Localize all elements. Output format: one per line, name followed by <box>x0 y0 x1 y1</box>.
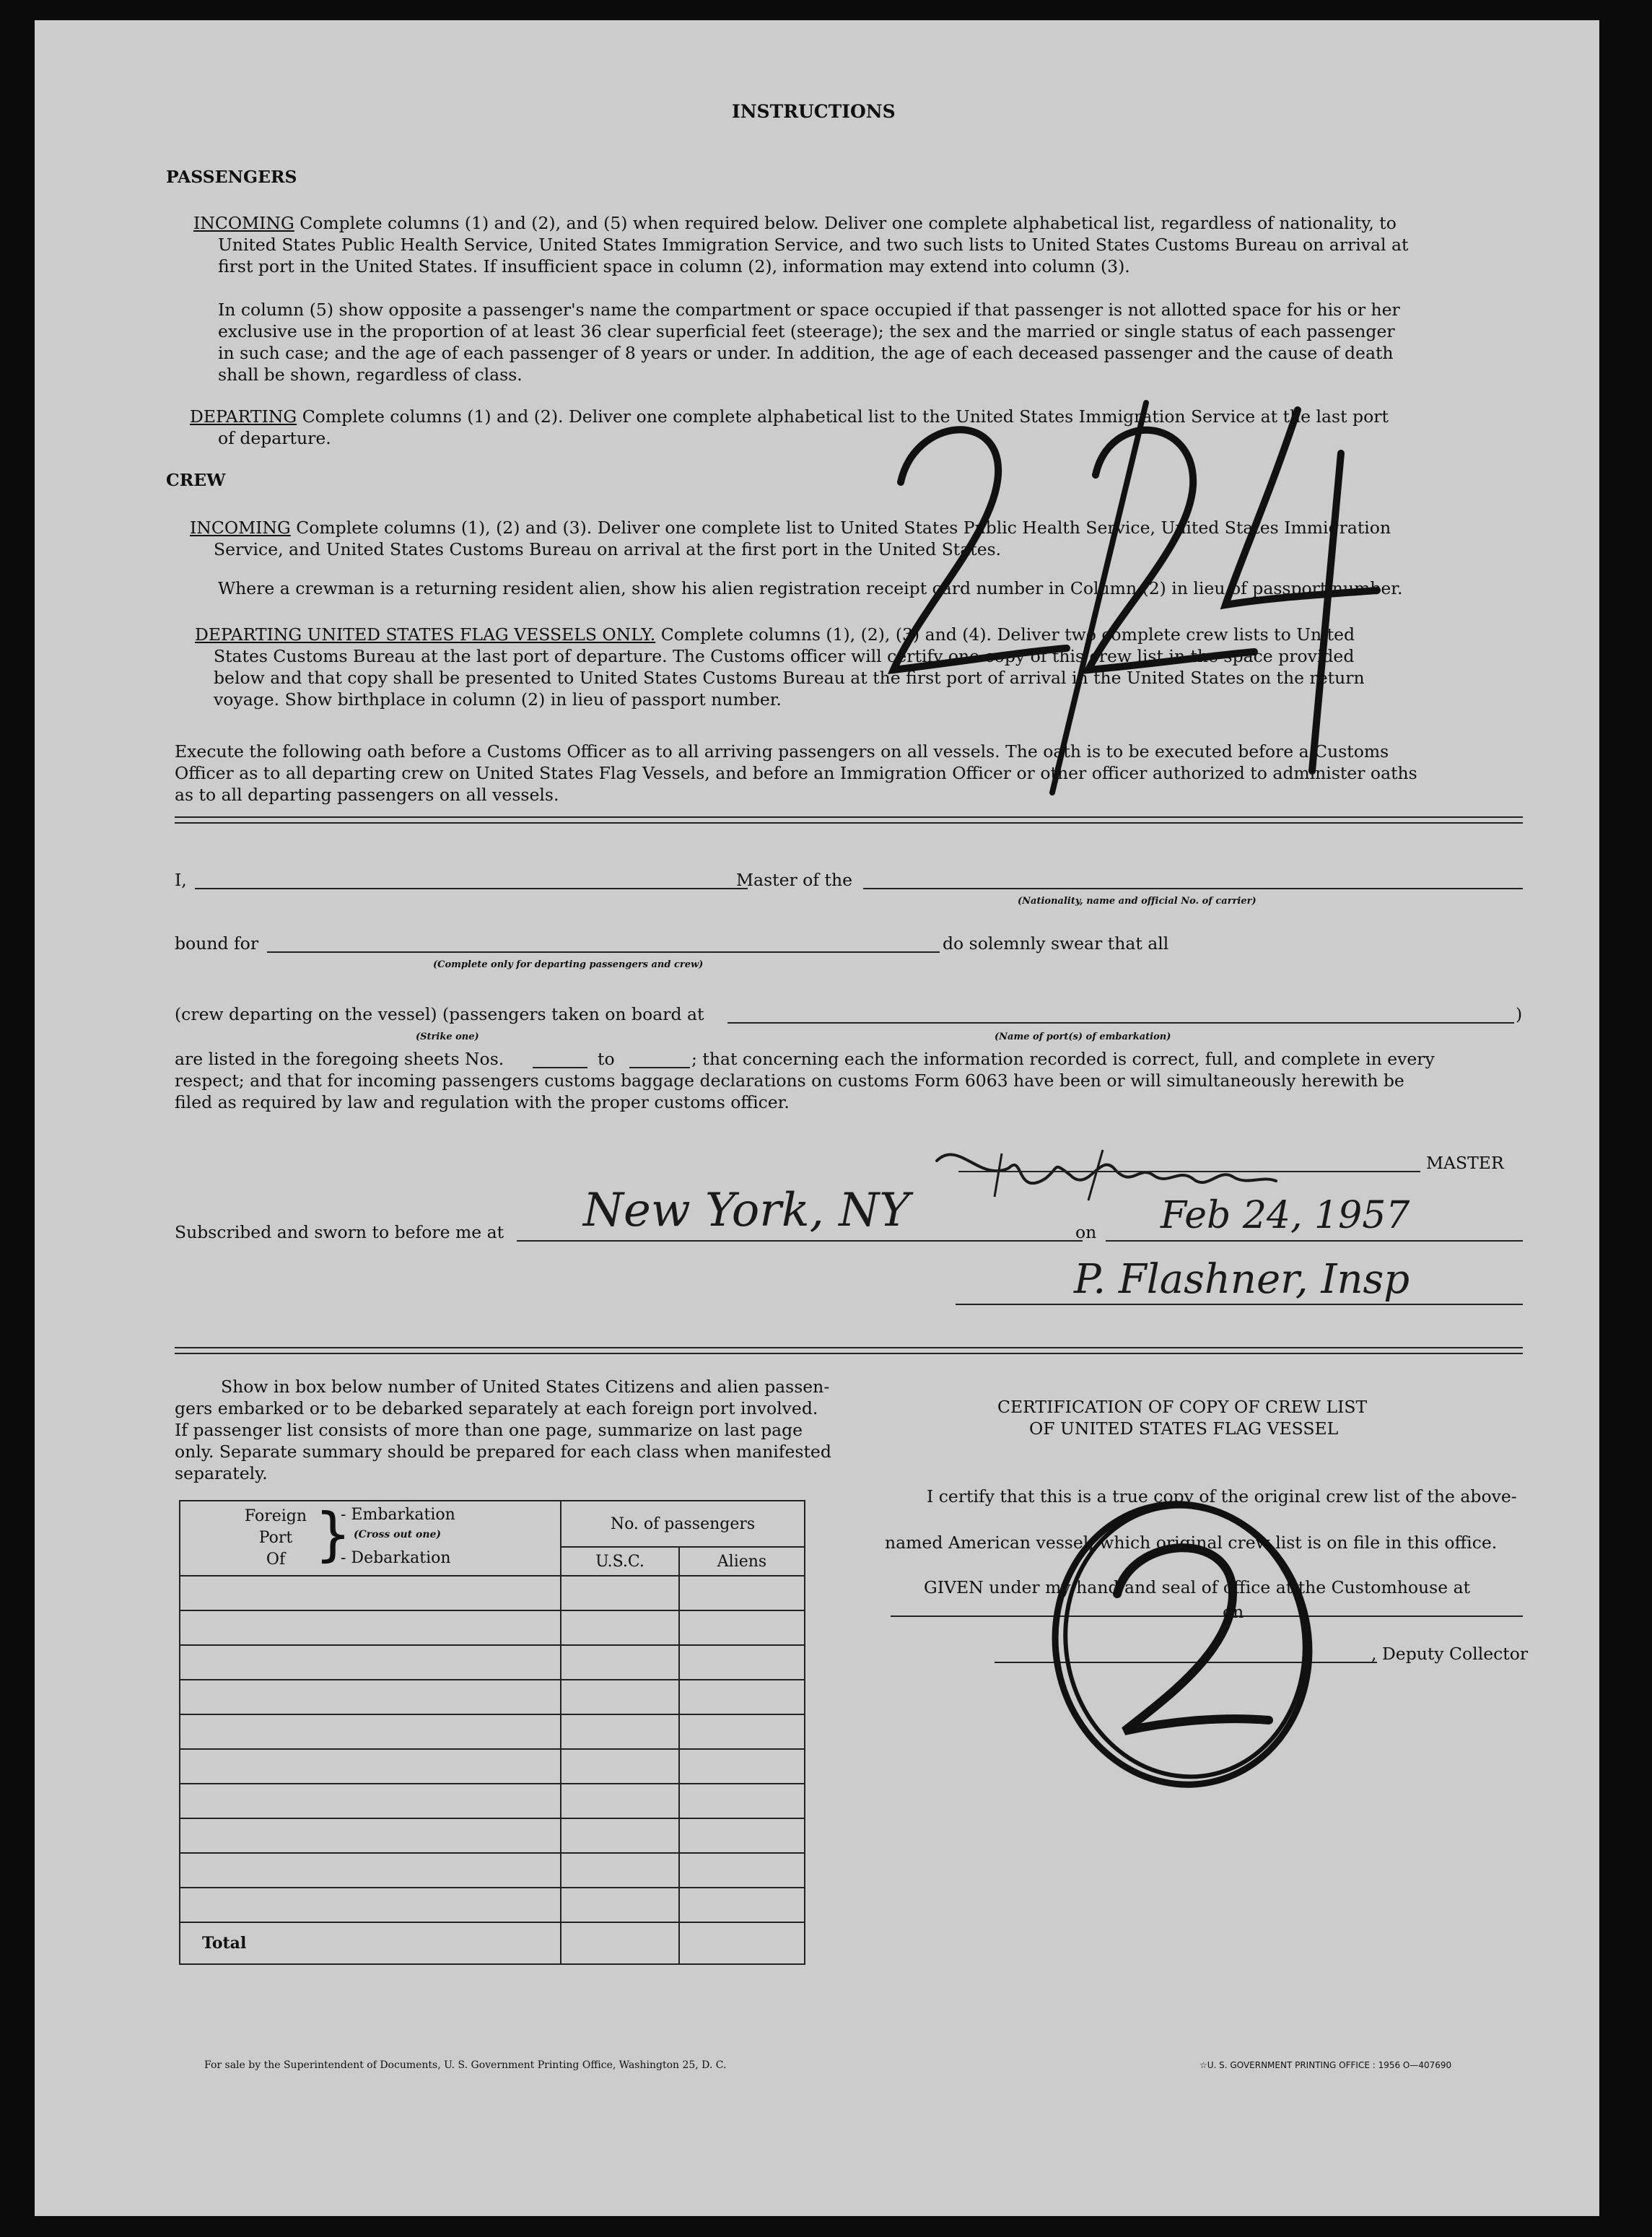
officer-signature-line[interactable] <box>956 1304 1523 1305</box>
column5-line-4: shall be shown, regardless of class. <box>218 365 523 385</box>
passenger-summary-table <box>179 1500 805 1965</box>
table-row <box>180 1645 805 1680</box>
oath-intro-line-1: Execute the following oath before a Customs Officer as to all arriving passengers on all vessels. The oath is to be executed before a Customs <box>175 741 1389 762</box>
respect-text: respect; and that for incoming passengers customs baggage declarations on customs Form 6063 have been or will simultaneously herewith be <box>175 1070 1404 1091</box>
sworn-date-field[interactable] <box>1106 1240 1523 1242</box>
foreign-port-header <box>180 1501 561 1576</box>
oath-intro-line-2: Officer as to all departing crew on United States Flag Vessels, and before an Immigration Officer or other officer authorized to administer oaths <box>175 763 1417 783</box>
master-label: MASTER <box>1426 1153 1504 1173</box>
passengers-incoming-line-2: United States Public Health Service, United States Immigration Service, and two such lists to United States Customs Bureau on arrival at <box>218 235 1409 255</box>
table-row <box>180 1749 805 1784</box>
master-signature-line[interactable] <box>958 1171 1420 1172</box>
of-label: Of <box>266 1551 286 1569</box>
summary-line-4: only. Separate summary should be prepared for each class when manifested <box>175 1442 831 1462</box>
sheet-to-field[interactable] <box>629 1067 690 1068</box>
officer-signature: P. Flashner, Insp <box>1074 1256 1410 1303</box>
stamp-number-text <box>901 453 902 454</box>
crew-departing-text: (crew departing on the vessel) (passengers taken on board at <box>175 1004 704 1024</box>
handwritten-place: New York, NY <box>583 1184 910 1237</box>
passengers-departing-line-1: DEPARTING Complete columns (1) and (2). Deliver one complete alphabetical list to the United States Immigration Service at the last port <box>190 406 1389 427</box>
table-row <box>180 1610 805 1645</box>
subscribed-label: Subscribed and sworn to before me at <box>175 1222 504 1242</box>
foreign-label: Foreign <box>244 1507 307 1525</box>
debarkation-option[interactable]: - Debarkation <box>341 1549 451 1567</box>
form-page <box>35 20 1599 2216</box>
aliens-header: Aliens <box>679 1547 805 1576</box>
certification-line-2: named American vessel, which original crew list is on file in this office. <box>885 1532 1498 1553</box>
cross-out-note: (Cross out one) <box>354 1529 442 1540</box>
summary-line-3: If passenger list consists of more than one page, summarize on last page <box>175 1420 803 1440</box>
table-row <box>180 1576 805 1610</box>
carrier-field-note: (Nationality, name and official No. of carrier) <box>1018 896 1257 907</box>
oath-i-label: I, <box>175 870 187 890</box>
table-row <box>180 1680 805 1714</box>
crew-departing-line-1: DEPARTING UNITED STATES FLAG VESSELS ONLY. Complete columns (1), (2), (3) and (4). Deliver two complete crew lists to United <box>195 624 1355 645</box>
passengers-departing-label: DEPARTING <box>190 406 297 427</box>
bound-for-label: bound for <box>175 933 259 954</box>
close-paren: ) <box>1516 1004 1523 1024</box>
bound-for-field[interactable] <box>267 951 940 953</box>
embarkation-option[interactable]: - Embarkation <box>341 1506 455 1524</box>
filed-text: filed as required by law and regulation with the proper customs officer. <box>175 1092 790 1112</box>
sheets-text: ; that concerning each the information recorded is correct, full, and complete in every <box>691 1049 1435 1069</box>
oath-intro-line-3: as to all departing passengers on all vessels. <box>175 785 559 805</box>
footer-right: ☆U. S. GOVERNMENT PRINTING OFFICE : 1956 O—407690 <box>1199 2060 1452 2070</box>
crew-incoming-line-2: Service, and United States Customs Bureau on arrival at the first port in the United States. <box>214 539 1002 559</box>
master-of-label: Master of the <box>736 870 852 890</box>
table-row <box>180 1818 805 1853</box>
crew-incoming-line-1: INCOMING Complete columns (1), (2) and (3). Deliver one complete list to United States Public Health Service, United States Immigration <box>190 518 1391 538</box>
sheet-from-field[interactable] <box>533 1067 587 1068</box>
divider <box>175 1353 1523 1354</box>
ports-note: (Name of port(s) of embarkation) <box>995 1032 1171 1042</box>
port-label: Port <box>258 1529 293 1547</box>
certification-line-1: I certify that this is a true copy of the original crew list of the above- <box>927 1486 1517 1506</box>
summary-line-5: separately. <box>175 1463 268 1483</box>
crew-departing-line-2: States Customs Bureau at the last port of departure. The Customs officer will certify one copy of this crew list in the space provided <box>214 646 1355 666</box>
summary-line-1: Show in box below number of United States Citizens and alien passen- <box>221 1377 830 1397</box>
crew-departing-line-4: voyage. Show birthplace in column (2) in lieu of passport number. <box>214 689 782 710</box>
num-passengers-header: No. of passengers <box>561 1501 805 1547</box>
total-row <box>180 1922 805 1964</box>
column5-line-2: exclusive use in the proportion of at least 36 clear superficial feet (steerage); the sex and the married or single status of each passenger <box>218 321 1395 341</box>
brace-icon: } <box>315 1501 351 1568</box>
usc-header: U.S.C. <box>561 1547 679 1576</box>
certification-on-label: on <box>1223 1602 1244 1622</box>
table-row <box>180 1784 805 1818</box>
certification-title-2: OF UNITED STATES FLAG VESSEL <box>1029 1418 1339 1439</box>
total-label: Total <box>180 1922 561 1964</box>
certification-title-1: CERTIFICATION OF COPY OF CREW LIST <box>997 1397 1368 1417</box>
sheets-to-label: to <box>598 1049 615 1069</box>
stamp-number-drawing <box>836 367 1384 843</box>
passengers-incoming-label: INCOMING <box>193 213 294 233</box>
crew-incoming-label: INCOMING <box>190 518 291 538</box>
master-name-field[interactable] <box>195 888 748 889</box>
table-row <box>180 1714 805 1749</box>
passengers-incoming-line-3: first port in the United States. If insufficient space in column (2), information may extend into column (3). <box>218 256 1130 276</box>
crew-heading: CREW <box>166 470 226 490</box>
passengers-heading: PASSENGERS <box>166 167 297 187</box>
sworn-on-label: on <box>1075 1222 1097 1242</box>
sheets-label: are listed in the foregoing sheets Nos. <box>175 1049 504 1069</box>
carrier-field[interactable] <box>863 888 1523 889</box>
column5-line-1: In column (5) show opposite a passenger's name the compartment or space occupied if that passenger is not allotted space for his or her <box>218 300 1400 320</box>
footer-left: For sale by the Superintendent of Documents, U. S. Government Printing Office, Washington 25, D. C. <box>204 2059 727 2071</box>
page-title: INSTRUCTIONS <box>732 101 896 122</box>
handwritten-date: Feb 24, 1957 <box>1161 1194 1410 1237</box>
passengers-departing-line-2: of departure. <box>218 428 331 448</box>
column5-line-3: in such case; and the age of each passenger of 8 years or under. In addition, the age of each deceased passenger and the cause of death <box>218 343 1394 363</box>
swear-text: do solemnly swear that all <box>943 933 1169 954</box>
crew-departing-label: DEPARTING UNITED STATES FLAG VESSELS ONLY. <box>195 624 656 645</box>
embarkation-ports-field[interactable] <box>727 1022 1514 1024</box>
certification-line-3: GIVEN under my hand and seal of office at the Customhouse at <box>924 1577 1471 1597</box>
circled-number-drawing <box>1016 1471 1363 1810</box>
table-row <box>180 1888 805 1922</box>
summary-line-2: gers embarked or to be debarked separately at each foreign port involved. <box>175 1398 818 1418</box>
sworn-place-field[interactable] <box>517 1240 1083 1242</box>
deputy-collector-label: , Deputy Collector <box>1371 1644 1529 1664</box>
table-row <box>180 1853 805 1888</box>
strike-one-note: (Strike one) <box>416 1032 479 1042</box>
passengers-incoming-line-1: INCOMING Complete columns (1) and (2), and (5) when required below. Deliver one complete alphabetical list, regardless of nationality, to <box>193 213 1397 233</box>
divider <box>175 1347 1523 1348</box>
crew-resident-note: Where a crewman is a returning resident alien, show his alien registration receipt card number in Column (2) in lieu of passport number. <box>218 578 1403 598</box>
bound-for-note: (Complete only for departing passengers and crew) <box>433 959 704 970</box>
crew-departing-line-3: below and that copy shall be presented to United States Customs Bureau at the first port of arrival in the United States on the return <box>214 668 1365 688</box>
